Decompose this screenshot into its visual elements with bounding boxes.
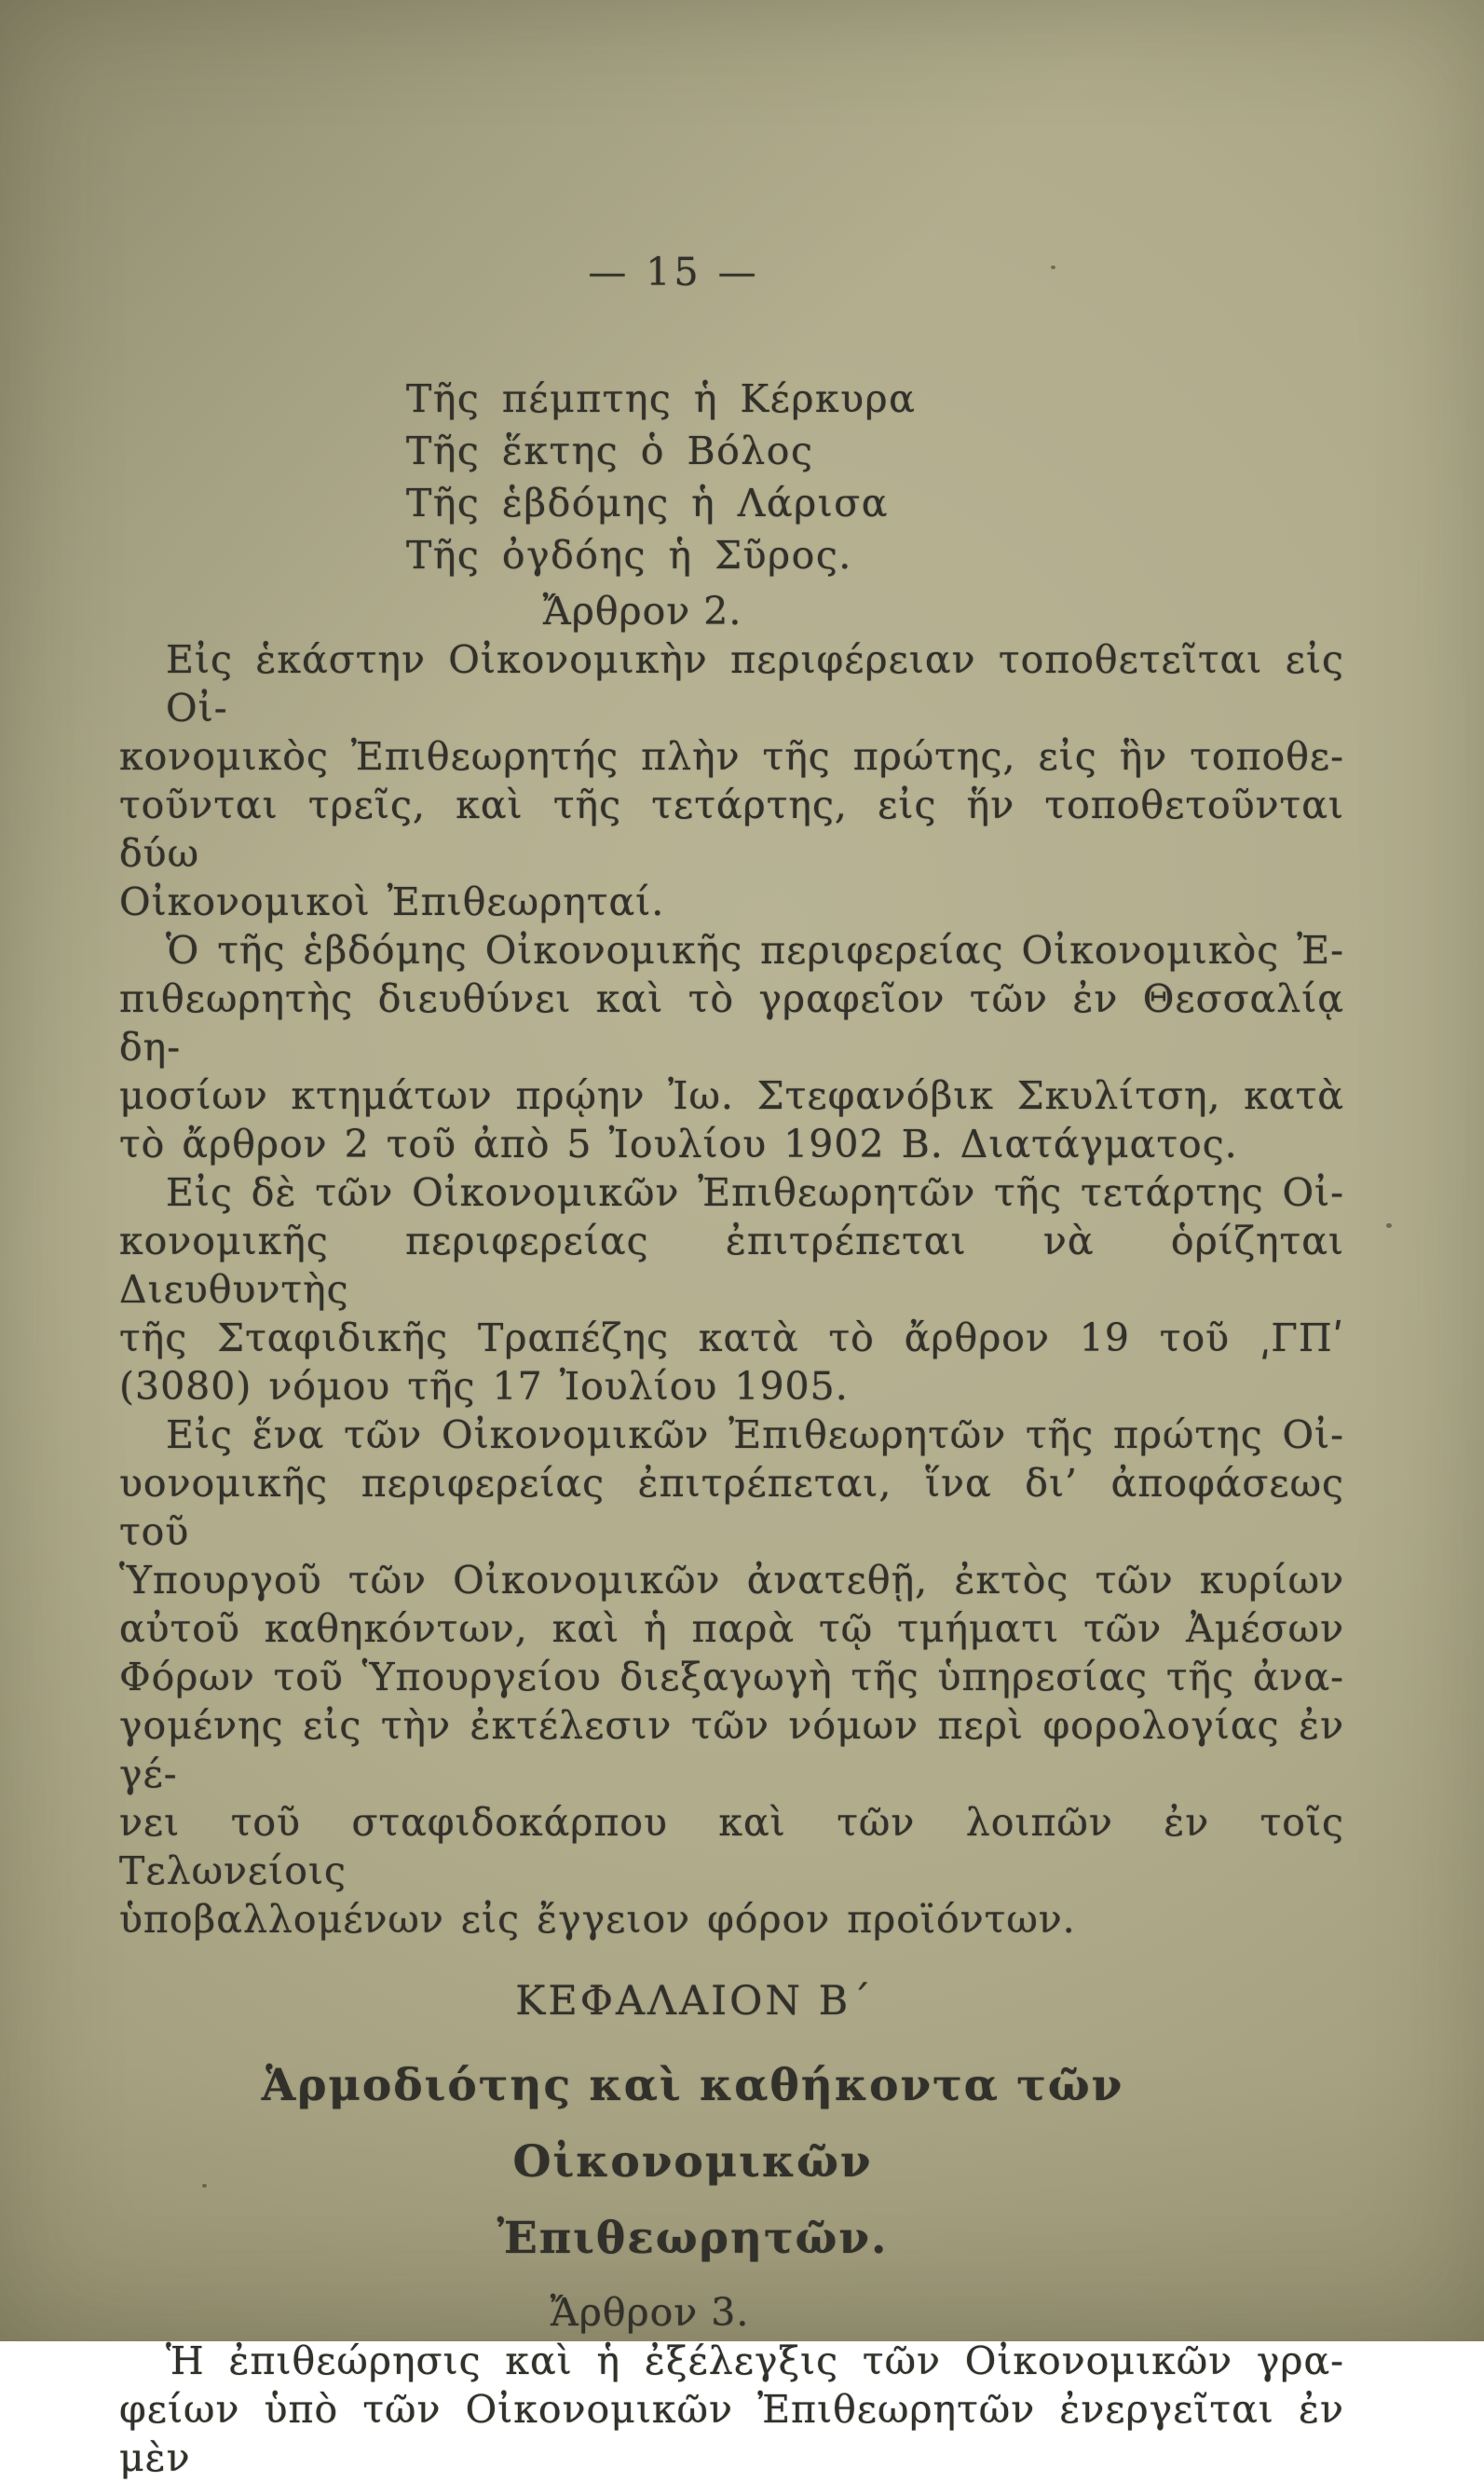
body-line: (3080) νόμου τῆς 17 Ἰουλίου 1905.: [119, 1364, 849, 1409]
body-line: τῆς Σταφιδικῆς Τραπέζης κατὰ τὸ ἄρθρον 19 τοῦ ͵ΓΠʹ: [119, 1316, 1344, 1360]
body-line: Εἰς δὲ τῶν Οἰκονομικῶν Ἐπιθεωρητῶν τῆς τετάρτης Οἰ-: [166, 1170, 1344, 1215]
body-line: μοσίων κτημάτων πρῴην Ἰω. Στεφανόβικ Σκυλίτση, κατὰ: [119, 1073, 1344, 1118]
paragraph-4: [119, 1411, 1344, 1943]
body-line: υονομικῆς περιφερείας ἐπιτρέπεται, ἵνα δι’ ἀποφάσεως τοῦ: [119, 1461, 1344, 1554]
body-line: τὸ ἄρθρον 2 τοῦ ἀπὸ 5 Ἰουλίου 1902 Β. Διατάγματος.: [119, 1122, 1238, 1166]
article-3-heading: Ἄρθρον 3.: [550, 2290, 750, 2335]
article-2-heading: Ἄρθρον 2.: [542, 589, 742, 634]
body-line: νει τοῦ σταφιδοκάρπου καὶ τῶν λοιπῶν ἐν τοῖς Τελωνείοις: [119, 1800, 1344, 1893]
body-line: αὐτοῦ καθηκόντων, καὶ ἡ παρὰ τῷ τμήματι τῶν Ἀμέσων: [119, 1606, 1344, 1651]
chapter-title-line: Ἁρμοδιότης καὶ καθήκοντα τῶν Οἰκονομικῶν: [261, 2060, 1124, 2188]
body-line: Ἡ ἐπιθεώρησις καὶ ἡ ἐξέλεγξις τῶν Οἰκονομικῶν γρα-: [166, 2339, 1344, 2383]
paragraph-5: [119, 2337, 1344, 2482]
paragraph-1: [119, 635, 1344, 926]
body-line: τοῦνται τρεῖς, καὶ τῆς τετάρτης, εἰς ἥν τοποθετοῦνται δύω: [119, 783, 1344, 876]
body-line: Ὁ τῆς ἑβδόμης Οἰκονομικῆς περιφερείας Οἰκονομικὸς Ἐ-: [166, 928, 1344, 973]
body-line: Εἰς ἑκάστην Οἰκονομικὴν περιφέρειαν τοποθετεῖται εἰς Οἰ-: [166, 637, 1344, 730]
paragraph-2: [119, 926, 1344, 1168]
body-line: Οἰκονομικοὶ Ἐπιθεωρηταί.: [119, 880, 665, 924]
body-line: κονομικῆς περιφερείας ἐπιτρέπεται νὰ ὁρίζηται Διευθυντὴς: [119, 1219, 1344, 1312]
paragraph-3: [119, 1168, 1344, 1411]
district-list: [119, 373, 1344, 581]
page-number: — 15 —: [588, 250, 760, 294]
district-line: Τῆς ἕκτης ὁ Βόλος: [406, 429, 814, 473]
body-line: κονομικὸς Ἐπιθεωρητής πλὴν τῆς πρώτης, εἰς ἣν τοποθε-: [119, 734, 1344, 779]
chapter-title-line: Ἐπιθεωρητῶν.: [497, 2213, 889, 2264]
district-line: Τῆς πέμπτης ἡ Κέρκυρα: [406, 376, 917, 421]
body-line: ὑποβαλλομένων εἰς ἔγγειον φόρον προϊόντων.: [119, 1897, 1076, 1942]
body-line: Εἰς ἕνα τῶν Οἰκονομικῶν Ἐπιθεωρητῶν τῆς πρώτης Οἰ-: [166, 1412, 1344, 1457]
paper-speck: [1386, 1223, 1392, 1228]
body-line: Ὑπουργοῦ τῶν Οἰκονομικῶν ἀνατεθῇ, ἐκτὸς τῶν κυρίων: [119, 1558, 1344, 1602]
text-block: [119, 0, 1344, 2482]
body-line: Φόρων τοῦ Ὑπουργείου διεξαγωγὴ τῆς ὑπηρεσίας τῆς ἀνα-: [119, 1655, 1344, 1699]
chapter-title: [80, 2048, 1305, 2277]
body-line: φείων ὑπὸ τῶν Οἰκονομικῶν Ἐπιθεωρητῶν ἐνεργεῖται ἐν μὲν: [119, 2387, 1344, 2480]
district-line: Τῆς ἑβδόμης ἡ Λάρισα: [406, 481, 889, 525]
body-line: γομένης εἰς τὴν ἐκτέλεσιν τῶν νόμων περὶ φορολογίας ἐν γέ-: [119, 1703, 1344, 1796]
body-line: πιθεωρητὴς διευθύνει καὶ τὸ γραφεῖον τῶν ἐν Θεσσαλίᾳ δη-: [119, 976, 1344, 1070]
chapter-kicker: ΚΕΦΑΛΑΙΟΝ Β´: [515, 1978, 874, 2025]
district-line: Τῆς ὀγδόης ἡ Σῦρος.: [406, 533, 852, 578]
